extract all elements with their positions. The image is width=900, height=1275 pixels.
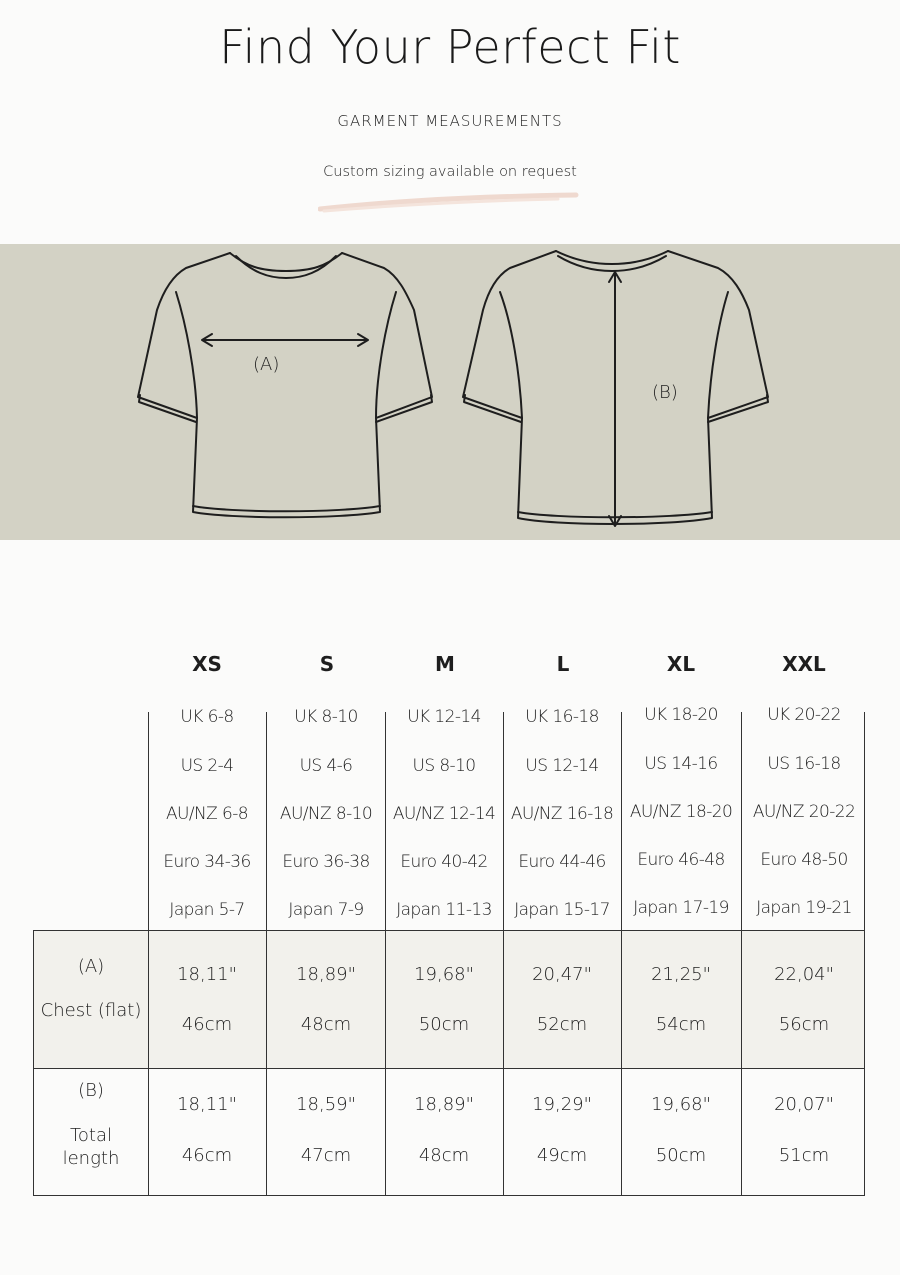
- size-header-l: L: [556, 652, 570, 676]
- length-cm-cell: 51cm: [778, 1145, 830, 1166]
- conversion-cell: AU/NZ 8-10: [279, 804, 373, 824]
- conversion-cell: Japan 5-7: [169, 900, 245, 920]
- front-tshirt-icon: [138, 253, 432, 517]
- conversion-cell: UK 12-14: [407, 707, 481, 727]
- conversion-cell: UK 20-22: [767, 705, 841, 725]
- grid-line: [33, 930, 865, 931]
- chest-inches-cell: 18,11": [177, 964, 237, 985]
- conversion-cell: Japan 11-13: [396, 900, 492, 920]
- page-title: Find Your Perfect Fit: [219, 20, 681, 74]
- brush-stroke-decoration: [318, 191, 580, 215]
- size-header-xl: XL: [666, 652, 696, 676]
- chest-row-label: Chest (flat): [40, 1000, 142, 1021]
- section-subtitle: GARMENT MEASUREMENTS: [337, 112, 563, 130]
- conversion-cell: UK 6-8: [180, 707, 234, 727]
- chest-cm-cell: 46cm: [181, 1014, 233, 1035]
- chest-inches-cell: 18,89": [296, 964, 356, 985]
- garment-diagram-band: [0, 244, 900, 540]
- chest-row-code: (A): [77, 956, 105, 977]
- conversion-cell: AU/NZ 12-14: [392, 804, 496, 824]
- length-cm-cell: 48cm: [418, 1145, 470, 1166]
- size-header-s: S: [319, 652, 335, 676]
- conversion-cell: Japan 19-21: [756, 898, 852, 918]
- chest-cm-cell: 50cm: [418, 1014, 470, 1035]
- grid-line: [33, 1195, 865, 1196]
- conversion-cell: Euro 34-36: [163, 852, 251, 872]
- grid-line: [385, 712, 386, 1196]
- grid-line: [266, 712, 267, 1196]
- conversion-cell: AU/NZ 16-18: [510, 804, 614, 824]
- length-row-label-line1: Total: [69, 1125, 113, 1146]
- chest-inches-cell: 20,47": [532, 964, 592, 985]
- grid-line: [621, 712, 622, 1196]
- chest-cm-cell: 48cm: [300, 1014, 352, 1035]
- conversion-cell: Euro 44-46: [518, 852, 606, 872]
- conversion-cell: UK 18-20: [644, 705, 718, 725]
- length-cm-cell: 46cm: [181, 1145, 233, 1166]
- length-inches-cell: 18,59": [296, 1094, 356, 1115]
- conversion-cell: AU/NZ 18-20: [629, 802, 733, 822]
- chest-cm-cell: 56cm: [778, 1014, 830, 1035]
- conversion-cell: Euro 46-48: [637, 850, 725, 870]
- conversion-cell: Euro 36-38: [282, 852, 370, 872]
- conversion-cell: Japan 7-9: [288, 900, 364, 920]
- chest-cm-cell: 54cm: [655, 1014, 707, 1035]
- conversion-cell: US 8-10: [412, 756, 476, 776]
- length-row-label-line2: length: [62, 1148, 120, 1169]
- grid-line: [33, 1068, 865, 1069]
- chest-inches-cell: 22,04": [774, 964, 834, 985]
- conversion-cell: Euro 48-50: [760, 850, 848, 870]
- conversion-cell: AU/NZ 6-8: [166, 804, 248, 824]
- grid-line: [864, 712, 865, 1196]
- size-header-xs: XS: [192, 652, 222, 676]
- length-cm-cell: 50cm: [655, 1145, 707, 1166]
- length-row-code: (B): [78, 1080, 104, 1101]
- custom-sizing-note: Custom sizing available on request: [323, 164, 577, 180]
- conversion-cell: UK 8-10: [294, 707, 358, 727]
- length-inches-cell: 18,11": [177, 1094, 237, 1115]
- conversion-cell: US 12-14: [525, 756, 599, 776]
- length-inches-cell: 19,68": [651, 1094, 711, 1115]
- chest-inches-cell: 19,68": [414, 964, 474, 985]
- grid-line: [741, 712, 742, 1196]
- conversion-cell: US 2-4: [180, 756, 234, 776]
- chest-dimension-label: (A): [253, 354, 280, 375]
- conversion-cell: AU/NZ 20-22: [752, 802, 856, 822]
- garment-diagrams: [0, 244, 900, 540]
- chest-row-background: [33, 930, 864, 1068]
- chest-cm-cell: 52cm: [536, 1014, 588, 1035]
- length-inches-cell: 18,89": [414, 1094, 474, 1115]
- conversion-cell: Japan 17-19: [633, 898, 729, 918]
- size-header-m: M: [435, 652, 455, 676]
- conversion-cell: US 16-18: [767, 754, 841, 774]
- length-dimension-label: (B): [652, 382, 678, 403]
- conversion-cell: Japan 15-17: [514, 900, 610, 920]
- chest-inches-cell: 21,25": [651, 964, 711, 985]
- length-cm-cell: 49cm: [536, 1145, 588, 1166]
- length-cm-cell: 47cm: [300, 1145, 352, 1166]
- conversion-cell: Euro 40-42: [400, 852, 488, 872]
- conversion-cell: UK 16-18: [525, 707, 599, 727]
- size-header-xxl: XXL: [782, 652, 826, 676]
- length-inches-cell: 19,29": [532, 1094, 592, 1115]
- length-inches-cell: 20,07": [774, 1094, 834, 1115]
- back-tshirt-icon: [463, 251, 768, 526]
- grid-line: [503, 712, 504, 1196]
- conversion-cell: US 4-6: [299, 756, 353, 776]
- conversion-cell: US 14-16: [644, 754, 718, 774]
